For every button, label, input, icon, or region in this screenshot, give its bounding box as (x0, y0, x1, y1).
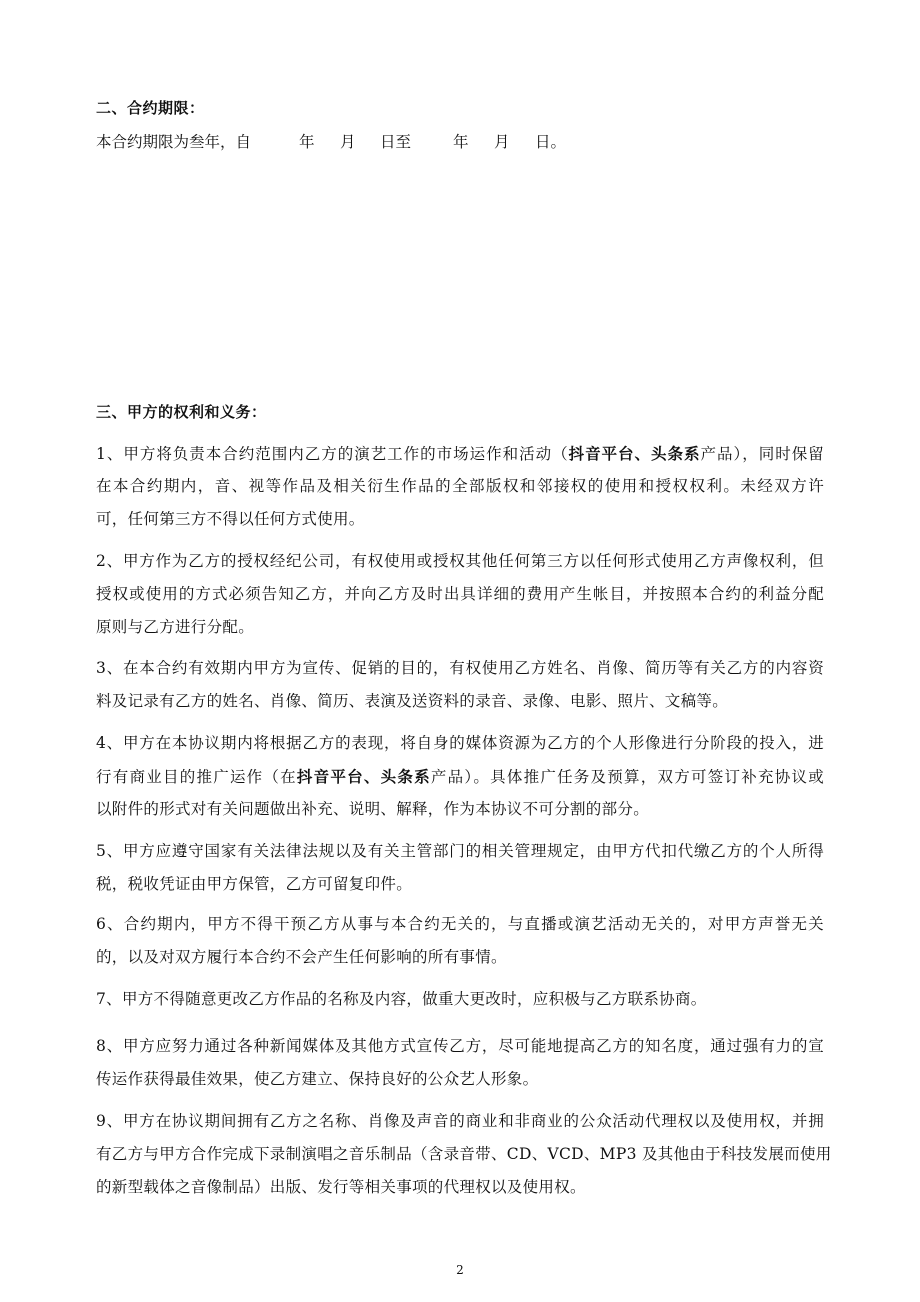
term-prefix: 本合约期限为叁年，自 (96, 133, 252, 151)
platform-emphasis: 抖音平台、头条系 (296, 767, 431, 786)
clause-2-line-3: 原则与乙方进行分配。 (96, 618, 255, 636)
clause-8-line-1: 8、甲方应努力通过各种新闻媒体及其他方式宣传乙方，尽可能地提高乙方的知名度，通过强有力的宣 (96, 1037, 824, 1055)
clause-1-line-2: 在本合约期内，音、视等作品及相关衍生作品的全部版权和邻接权的使用和授权权利。未经双方许 (96, 477, 824, 495)
clause-5-line-2: 税，税收凭证由甲方保管，乙方可留复印件。 (96, 875, 413, 893)
clause-1-line-1: 1、甲方将负责本合约范围内乙方的演艺工作的市场运作和活动（抖音平台、头条系产品），同时保留 (96, 444, 824, 463)
clause-3-line-1: 3、在本合约有效期内甲方为宣传、促销的目的，有权使用乙方姓名、肖像、简历等有关乙方的内容资 (96, 659, 824, 677)
clause-3 (96, 652, 824, 718)
term-year-1: 年 (299, 133, 315, 151)
clause-3-line-2: 料及记录有乙方的姓名、肖像、简历、表演及送资料的录音、录像、电影、照片、文稿等。 (96, 692, 729, 710)
term-day-end: 日。 (535, 133, 567, 151)
clause-5 (96, 835, 824, 901)
section-heading-contract-term: 二、合约期限： (96, 99, 205, 117)
clause-4-line-2: 行有商业目的推广运作（在抖音平台、头条系产品）。具体推广任务及预算，双方可签订补充协议或 (96, 767, 825, 786)
clause-9 (96, 1105, 832, 1204)
clause-2 (96, 545, 824, 644)
clause-1-line-3: 可，任何第三方不得以任何方式使用。 (96, 510, 365, 528)
term-year-2: 年 (453, 133, 469, 151)
clause-6 (96, 908, 824, 974)
clause-2-line-2: 授权或使用的方式必须告知乙方，并向乙方及时出具详细的费用产生帐目，并按照本合约的利益分配 (96, 585, 824, 603)
clause-8-line-2: 传运作获得最佳效果，使乙方建立、保持良好的公众艺人形象。 (96, 1070, 539, 1088)
page-number: 2 (456, 1263, 464, 1277)
term-month-2: 月 (494, 133, 510, 151)
clause-4-line-3: 以附件的形式对有关问题做出补充、说明、解释，作为本协议不可分割的部分。 (96, 800, 650, 818)
clause-1 (96, 437, 824, 536)
term-day-to: 日至 (380, 133, 412, 151)
clause-6-line-2: 的，以及对双方履行本合约不会产生任何影响的所有事情。 (96, 948, 507, 966)
platform-emphasis: 抖音平台、头条系 (568, 444, 701, 463)
clause-9-line-2: 有乙方与甲方合作完成下录制演唱之音乐制品（含录音带、CD、VCD、MP3 及其他由于科技发展而使用 (96, 1145, 832, 1163)
clause-7-line-1: 7、甲方不得随意更改乙方作品的名称及内容，做重大更改时，应积极与乙方联系协商。 (96, 990, 707, 1008)
term-month-1: 月 (340, 133, 356, 151)
clause-2-line-1: 2、甲方作为乙方的授权经纪公司，有权使用或授权其他任何第三方以任何形式使用乙方声像权利，但 (96, 552, 824, 570)
clause-5-line-1: 5、甲方应遵守国家有关法律法规以及有关主管部门的相关管理规定，由甲方代扣代缴乙方的个人所得 (96, 842, 824, 860)
clause-7 (96, 983, 824, 1016)
clause-8 (96, 1030, 824, 1096)
clause-4-line-1: 4、甲方在本协议期内将根据乙方的表现，将自身的媒体资源为乙方的个人形像进行分阶段的投入，进 (96, 734, 824, 752)
clause-9-line-1: 9、甲方在协议期间拥有乙方之名称、肖像及声音的商业和非商业的公众活动代理权以及使用权，并拥 (96, 1112, 824, 1130)
clause-9-line-3: 的新型载体之音像制品）出版、发行等相关事项的代理权以及使用权。 (96, 1178, 586, 1196)
clause-4 (96, 727, 824, 826)
clause-6-line-1: 6、合约期内，甲方不得干预乙方从事与本合约无关的，与直播或演艺活动无关的，对甲方声誉无关 (96, 915, 824, 933)
section-heading-party-a-rights: 三、甲方的权利和义务： (96, 403, 267, 421)
